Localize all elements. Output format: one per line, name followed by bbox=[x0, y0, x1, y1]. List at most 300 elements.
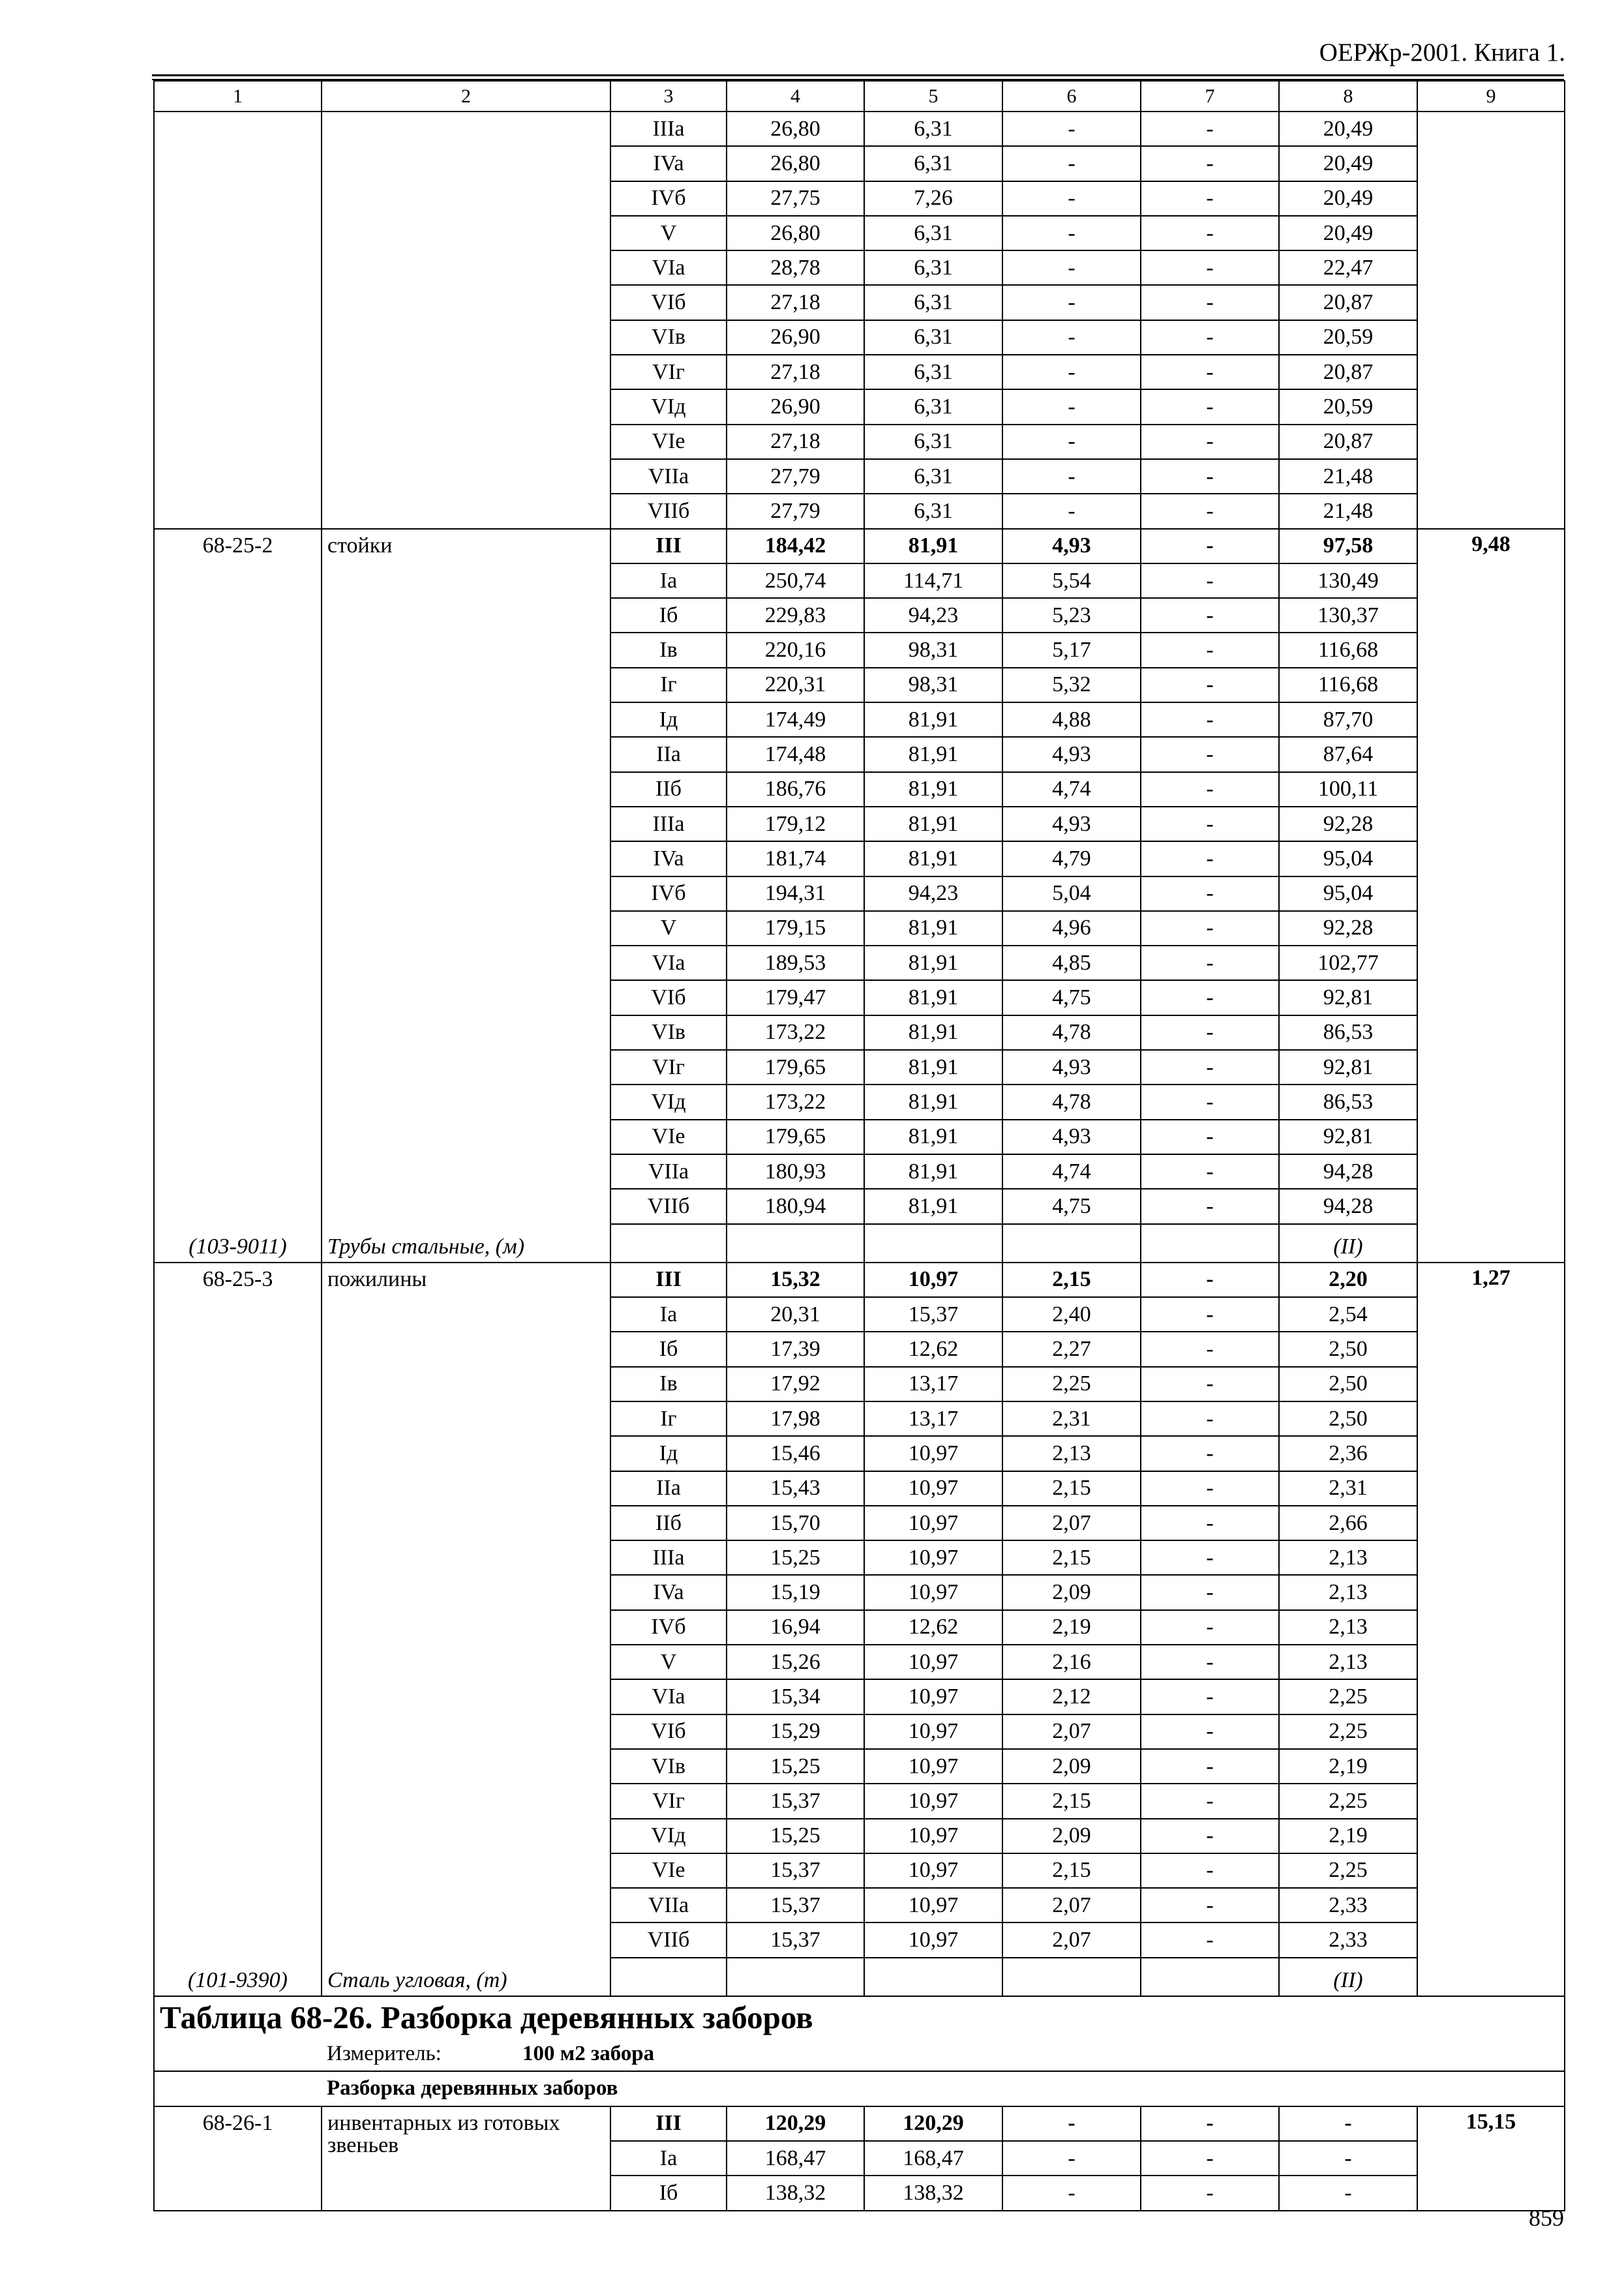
value-cell-4: 28,78 bbox=[727, 250, 864, 285]
value-cell-8: 95,04 bbox=[1279, 876, 1417, 911]
value-cell-8: - bbox=[1279, 2106, 1417, 2141]
value-cell-5: 10,97 bbox=[864, 1471, 1002, 1506]
zone-cell: VIa bbox=[610, 946, 727, 980]
value-cell-4: 26,80 bbox=[727, 216, 864, 250]
value-cell-8: 86,53 bbox=[1279, 1085, 1417, 1119]
zone-cell: Ia bbox=[610, 2141, 727, 2176]
value-cell-6: - bbox=[1002, 146, 1141, 181]
value-cell-8: - bbox=[1279, 2141, 1417, 2176]
value-cell-4: 15,26 bbox=[727, 1645, 864, 1679]
value-cell-8: 20,59 bbox=[1279, 389, 1417, 424]
value-cell-6: 2,15 bbox=[1002, 1853, 1141, 1888]
value-cell-5: 10,97 bbox=[864, 1436, 1002, 1471]
value-cell-7: - bbox=[1141, 1819, 1279, 1853]
value-cell-6: - bbox=[1002, 112, 1141, 146]
section-title: Разборка деревянных заборов bbox=[322, 2071, 1565, 2106]
value-cell-7: - bbox=[1141, 633, 1279, 667]
value-cell-4: 15,25 bbox=[727, 1819, 864, 1853]
column-number-6: 6 bbox=[1002, 81, 1141, 112]
value-cell-4: 179,12 bbox=[727, 807, 864, 841]
value-cell-5: 81,91 bbox=[864, 772, 1002, 807]
value-cell-4: 168,47 bbox=[727, 2141, 864, 2176]
value-cell-4: 173,22 bbox=[727, 1085, 864, 1119]
value-cell-8: 2,19 bbox=[1279, 1749, 1417, 1784]
value-cell-6: 2,07 bbox=[1002, 1506, 1141, 1540]
value-cell-5: 10,97 bbox=[864, 1819, 1002, 1853]
value-cell-7: - bbox=[1141, 2141, 1279, 2176]
zone-cell: Ia bbox=[610, 1297, 727, 1332]
value-cell-4: 26,90 bbox=[727, 320, 864, 355]
weight-cell: 15,15 bbox=[1417, 2106, 1565, 2211]
value-cell-4: 120,29 bbox=[727, 2106, 864, 2141]
value-cell-5: 81,91 bbox=[864, 1050, 1002, 1085]
value-cell-8: 95,04 bbox=[1279, 841, 1417, 876]
value-cell-6: 5,17 bbox=[1002, 633, 1141, 667]
value-cell-6: 2,19 bbox=[1002, 1610, 1141, 1645]
value-cell-7: - bbox=[1141, 355, 1279, 389]
value-cell-8: 87,70 bbox=[1279, 702, 1417, 737]
value-cell-4: 17,39 bbox=[727, 1332, 864, 1366]
zone-cell: Iг bbox=[610, 1401, 727, 1436]
zone-cell: VIв bbox=[610, 320, 727, 355]
measure-label: Измеритель: bbox=[327, 2042, 442, 2066]
value-cell-4: 20,31 bbox=[727, 1297, 864, 1332]
value-cell-8: 2,25 bbox=[1279, 1784, 1417, 1818]
header-rule bbox=[152, 74, 1564, 76]
zone-cell: IVa bbox=[610, 841, 727, 876]
value-cell-5: 6,31 bbox=[864, 389, 1002, 424]
value-cell-7: - bbox=[1141, 946, 1279, 980]
value-cell-5: 15,37 bbox=[864, 1297, 1002, 1332]
empty-cell bbox=[1002, 1958, 1141, 1996]
value-cell-4: 180,94 bbox=[727, 1189, 864, 1223]
value-cell-8: 21,48 bbox=[1279, 494, 1417, 528]
value-cell-5: 81,91 bbox=[864, 1189, 1002, 1223]
zone-cell: VIe bbox=[610, 425, 727, 459]
value-cell-8: 20,87 bbox=[1279, 425, 1417, 459]
value-cell-4: 15,37 bbox=[727, 1922, 864, 1957]
work-name: пожилины bbox=[322, 1263, 610, 1958]
value-cell-5: 138,32 bbox=[864, 2176, 1002, 2210]
value-cell-8: 2,13 bbox=[1279, 1610, 1417, 1645]
value-cell-4: 189,53 bbox=[727, 946, 864, 980]
value-cell-8: - bbox=[1279, 2176, 1417, 2210]
empty-cell bbox=[864, 1224, 1002, 1263]
value-cell-7: - bbox=[1141, 1367, 1279, 1401]
zone-cell: Iд bbox=[610, 1436, 727, 1471]
value-cell-8: 86,53 bbox=[1279, 1015, 1417, 1050]
column-number-4: 4 bbox=[727, 81, 864, 112]
value-cell-6: - bbox=[1002, 320, 1141, 355]
value-cell-8: 2,50 bbox=[1279, 1401, 1417, 1436]
value-cell-4: 15,32 bbox=[727, 1263, 864, 1297]
work-name: инвентарных из готовых звеньев bbox=[322, 2106, 610, 2211]
column-number-5: 5 bbox=[864, 81, 1002, 112]
zone-cell: Iб bbox=[610, 2176, 727, 2210]
value-cell-6: - bbox=[1002, 216, 1141, 250]
value-cell-7: - bbox=[1141, 1154, 1279, 1189]
value-cell-8: 92,81 bbox=[1279, 980, 1417, 1015]
zone-cell: Ia bbox=[610, 563, 727, 598]
value-cell-6: 4,85 bbox=[1002, 946, 1141, 980]
value-cell-7: - bbox=[1141, 1263, 1279, 1297]
value-cell-6: 2,15 bbox=[1002, 1471, 1141, 1506]
value-cell-7: - bbox=[1141, 1297, 1279, 1332]
value-cell-8: 92,81 bbox=[1279, 1120, 1417, 1154]
value-cell-7: - bbox=[1141, 1679, 1279, 1714]
measure-row bbox=[154, 2037, 1565, 2071]
zone-cell: VIIa bbox=[610, 1888, 727, 1922]
zone-cell: VIг bbox=[610, 355, 727, 389]
column-number-row bbox=[154, 81, 1565, 112]
zone-cell: IVб bbox=[610, 181, 727, 216]
value-cell-5: 10,97 bbox=[864, 1679, 1002, 1714]
value-cell-6: - bbox=[1002, 459, 1141, 494]
value-cell-8: 92,28 bbox=[1279, 807, 1417, 841]
empty-cell bbox=[864, 1958, 1002, 1996]
value-cell-4: 15,34 bbox=[727, 1679, 864, 1714]
value-cell-6: 2,13 bbox=[1002, 1436, 1141, 1471]
value-cell-4: 17,98 bbox=[727, 1401, 864, 1436]
value-cell-6: 2,27 bbox=[1002, 1332, 1141, 1366]
zone-cell: Iб bbox=[610, 598, 727, 633]
rates-table bbox=[153, 80, 1565, 2211]
value-cell-6: 4,88 bbox=[1002, 702, 1141, 737]
value-cell-5: 10,97 bbox=[864, 1540, 1002, 1575]
value-cell-8: 130,37 bbox=[1279, 598, 1417, 633]
value-cell-8: 2,36 bbox=[1279, 1436, 1417, 1471]
zone-cell: IIIa bbox=[610, 1540, 727, 1575]
value-cell-7: - bbox=[1141, 1853, 1279, 1888]
value-cell-7: - bbox=[1141, 1540, 1279, 1575]
zone-cell: IIa bbox=[610, 1471, 727, 1506]
value-cell-8: 92,81 bbox=[1279, 1050, 1417, 1085]
zone-cell: VIIa bbox=[610, 1154, 727, 1189]
empty-cell bbox=[1141, 1958, 1279, 1996]
resource-code: (101-9390) bbox=[154, 1958, 322, 1996]
zone-cell: IIIa bbox=[610, 807, 727, 841]
zone-cell: V bbox=[610, 1645, 727, 1679]
value-cell-8: 94,28 bbox=[1279, 1189, 1417, 1223]
value-cell-7: - bbox=[1141, 702, 1279, 737]
value-cell-5: 81,91 bbox=[864, 807, 1002, 841]
value-cell-7: - bbox=[1141, 841, 1279, 876]
value-cell-8: 2,54 bbox=[1279, 1297, 1417, 1332]
column-number-9: 9 bbox=[1417, 81, 1565, 112]
value-cell-5: 13,17 bbox=[864, 1367, 1002, 1401]
zone-cell: Iд bbox=[610, 702, 727, 737]
value-cell-5: 6,31 bbox=[864, 320, 1002, 355]
zone-cell: IIб bbox=[610, 772, 727, 807]
value-cell-6: - bbox=[1002, 250, 1141, 285]
value-cell-7: - bbox=[1141, 1888, 1279, 1922]
table-row bbox=[154, 112, 1565, 146]
value-cell-4: 26,80 bbox=[727, 112, 864, 146]
empty-cell bbox=[727, 1224, 864, 1263]
section-row bbox=[154, 2071, 1565, 2106]
value-cell-7: - bbox=[1141, 807, 1279, 841]
value-cell-8: 21,48 bbox=[1279, 459, 1417, 494]
empty-cell bbox=[610, 1224, 727, 1263]
zone-cell: IIIa bbox=[610, 112, 727, 146]
value-cell-6: 4,75 bbox=[1002, 980, 1141, 1015]
value-cell-7: - bbox=[1141, 112, 1279, 146]
value-cell-5: 10,97 bbox=[864, 1645, 1002, 1679]
work-name: стойки bbox=[322, 529, 610, 1224]
value-cell-4: 181,74 bbox=[727, 841, 864, 876]
value-cell-6: 2,25 bbox=[1002, 1367, 1141, 1401]
value-cell-7: - bbox=[1141, 1332, 1279, 1366]
value-cell-7: - bbox=[1141, 1714, 1279, 1749]
value-cell-7: - bbox=[1141, 494, 1279, 528]
value-cell-8: 116,68 bbox=[1279, 633, 1417, 667]
value-cell-6: 4,93 bbox=[1002, 737, 1141, 771]
value-cell-4: 174,48 bbox=[727, 737, 864, 771]
value-cell-8: 20,49 bbox=[1279, 146, 1417, 181]
value-cell-6: 5,23 bbox=[1002, 598, 1141, 633]
value-cell-8: 2,66 bbox=[1279, 1506, 1417, 1540]
column-number-3: 3 bbox=[610, 81, 727, 112]
value-cell-5: 13,17 bbox=[864, 1401, 1002, 1436]
value-cell-5: 114,71 bbox=[864, 563, 1002, 598]
value-cell-4: 27,18 bbox=[727, 425, 864, 459]
zone-cell: Iг bbox=[610, 668, 727, 702]
value-cell-7: - bbox=[1141, 598, 1279, 633]
value-cell-6: 4,74 bbox=[1002, 1154, 1141, 1189]
value-cell-8: 2,13 bbox=[1279, 1645, 1417, 1679]
value-cell-6: 4,79 bbox=[1002, 841, 1141, 876]
value-cell-8: 2,13 bbox=[1279, 1540, 1417, 1575]
zone-cell: IIб bbox=[610, 1506, 727, 1540]
value-cell-7: - bbox=[1141, 285, 1279, 320]
value-cell-6: 4,78 bbox=[1002, 1015, 1141, 1050]
page-number: 859 bbox=[1529, 2205, 1564, 2231]
value-cell-7: - bbox=[1141, 1015, 1279, 1050]
value-cell-5: 81,91 bbox=[864, 946, 1002, 980]
value-cell-5: 81,91 bbox=[864, 1015, 1002, 1050]
value-cell-8: 20,59 bbox=[1279, 320, 1417, 355]
empty-cell bbox=[154, 2037, 322, 2071]
value-cell-4: 184,42 bbox=[727, 529, 864, 563]
value-cell-6: 2,07 bbox=[1002, 1714, 1141, 1749]
value-cell-5: 10,97 bbox=[864, 1784, 1002, 1818]
value-cell-7: - bbox=[1141, 1749, 1279, 1784]
value-cell-8: 94,28 bbox=[1279, 1154, 1417, 1189]
value-cell-4: 15,37 bbox=[727, 1888, 864, 1922]
value-cell-7: - bbox=[1141, 1120, 1279, 1154]
value-cell-8: 20,49 bbox=[1279, 216, 1417, 250]
value-cell-4: 250,74 bbox=[727, 563, 864, 598]
value-cell-4: 15,37 bbox=[727, 1784, 864, 1818]
value-cell-5: 10,97 bbox=[864, 1575, 1002, 1609]
weight-cell-continued bbox=[1417, 112, 1565, 529]
value-cell-5: 6,31 bbox=[864, 425, 1002, 459]
value-cell-8: 2,25 bbox=[1279, 1714, 1417, 1749]
value-cell-4: 173,22 bbox=[727, 1015, 864, 1050]
value-cell-8: 2,25 bbox=[1279, 1679, 1417, 1714]
value-cell-7: - bbox=[1141, 772, 1279, 807]
zone-cell: IVa bbox=[610, 146, 727, 181]
value-cell-4: 15,37 bbox=[727, 1853, 864, 1888]
value-cell-4: 15,46 bbox=[727, 1436, 864, 1471]
zone-cell: III bbox=[610, 2106, 727, 2141]
document-header: ОЕРЖр-2001. Книга 1. bbox=[1319, 38, 1565, 67]
value-cell-5: 12,62 bbox=[864, 1332, 1002, 1366]
zone-cell: VIг bbox=[610, 1784, 727, 1818]
value-cell-6: 2,07 bbox=[1002, 1888, 1141, 1922]
value-cell-7: - bbox=[1141, 1645, 1279, 1679]
zone-cell: VIa bbox=[610, 1679, 727, 1714]
zone-cell: VIд bbox=[610, 1085, 727, 1119]
value-cell-6: 2,40 bbox=[1002, 1297, 1141, 1332]
value-cell-4: 180,93 bbox=[727, 1154, 864, 1189]
value-cell-5: 6,31 bbox=[864, 216, 1002, 250]
value-cell-4: 27,18 bbox=[727, 355, 864, 389]
value-cell-8: 2,50 bbox=[1279, 1367, 1417, 1401]
zone-cell: VIa bbox=[610, 250, 727, 285]
value-cell-7: - bbox=[1141, 1922, 1279, 1957]
value-cell-4: 179,47 bbox=[727, 980, 864, 1015]
value-cell-6: 2,09 bbox=[1002, 1819, 1141, 1853]
value-cell-8: 2,33 bbox=[1279, 1922, 1417, 1957]
value-cell-5: 98,31 bbox=[864, 633, 1002, 667]
value-cell-8: 2,13 bbox=[1279, 1575, 1417, 1609]
value-cell-8: 20,87 bbox=[1279, 285, 1417, 320]
zone-cell: VIIa bbox=[610, 459, 727, 494]
resource-name: Трубы стальные, (м) bbox=[322, 1224, 610, 1263]
value-cell-5: 81,91 bbox=[864, 737, 1002, 771]
value-cell-8: 2,50 bbox=[1279, 1332, 1417, 1366]
value-cell-5: 81,91 bbox=[864, 702, 1002, 737]
value-cell-6: - bbox=[1002, 2141, 1141, 2176]
value-cell-7: - bbox=[1141, 2106, 1279, 2141]
value-cell-6: 2,16 bbox=[1002, 1645, 1141, 1679]
value-cell-4: 27,79 bbox=[727, 494, 864, 528]
value-cell-7: - bbox=[1141, 1784, 1279, 1818]
value-cell-6: 4,75 bbox=[1002, 1189, 1141, 1223]
value-cell-4: 220,16 bbox=[727, 633, 864, 667]
value-cell-7: - bbox=[1141, 425, 1279, 459]
resource-row bbox=[154, 1224, 1565, 1263]
value-cell-4: 27,18 bbox=[727, 285, 864, 320]
value-cell-4: 179,65 bbox=[727, 1050, 864, 1085]
value-cell-5: 120,29 bbox=[864, 2106, 1002, 2141]
value-cell-6: 2,09 bbox=[1002, 1749, 1141, 1784]
value-cell-8: 2,33 bbox=[1279, 1888, 1417, 1922]
value-cell-4: 27,79 bbox=[727, 459, 864, 494]
value-cell-4: 15,25 bbox=[727, 1749, 864, 1784]
value-cell-6: 2,09 bbox=[1002, 1575, 1141, 1609]
zone-cell: VIб bbox=[610, 1714, 727, 1749]
value-cell-4: 220,31 bbox=[727, 668, 864, 702]
value-cell-4: 179,65 bbox=[727, 1120, 864, 1154]
value-cell-4: 15,70 bbox=[727, 1506, 864, 1540]
value-cell-6: 2,15 bbox=[1002, 1263, 1141, 1297]
value-cell-4: 26,80 bbox=[727, 146, 864, 181]
value-cell-5: 6,31 bbox=[864, 285, 1002, 320]
value-cell-7: - bbox=[1141, 389, 1279, 424]
value-cell-5: 94,23 bbox=[864, 876, 1002, 911]
value-cell-6: - bbox=[1002, 285, 1141, 320]
empty-cell bbox=[1141, 1224, 1279, 1263]
value-cell-7: - bbox=[1141, 1085, 1279, 1119]
empty-cell bbox=[154, 2071, 322, 2106]
value-cell-7: - bbox=[1141, 1610, 1279, 1645]
value-cell-5: 81,91 bbox=[864, 980, 1002, 1015]
value-cell-4: 186,76 bbox=[727, 772, 864, 807]
value-cell-4: 138,32 bbox=[727, 2176, 864, 2210]
value-cell-7: - bbox=[1141, 911, 1279, 946]
column-number-7: 7 bbox=[1141, 81, 1279, 112]
value-cell-7: - bbox=[1141, 563, 1279, 598]
value-cell-6: 4,74 bbox=[1002, 772, 1141, 807]
zone-cell: Iб bbox=[610, 1332, 727, 1366]
value-cell-4: 15,43 bbox=[727, 1471, 864, 1506]
zone-cell: V bbox=[610, 216, 727, 250]
value-cell-6: 4,78 bbox=[1002, 1085, 1141, 1119]
value-cell-6: 2,31 bbox=[1002, 1401, 1141, 1436]
value-cell-7: - bbox=[1141, 1506, 1279, 1540]
value-cell-7: - bbox=[1141, 980, 1279, 1015]
value-cell-5: 6,31 bbox=[864, 146, 1002, 181]
value-cell-8: 2,31 bbox=[1279, 1471, 1417, 1506]
value-cell-7: - bbox=[1141, 181, 1279, 216]
value-cell-6: - bbox=[1002, 2106, 1141, 2141]
value-cell-5: 98,31 bbox=[864, 668, 1002, 702]
value-cell-4: 179,15 bbox=[727, 911, 864, 946]
value-cell-6: 5,32 bbox=[1002, 668, 1141, 702]
value-cell-7: - bbox=[1141, 529, 1279, 563]
value-cell-4: 26,90 bbox=[727, 389, 864, 424]
measure-cell bbox=[322, 2037, 1565, 2071]
value-cell-5: 6,31 bbox=[864, 250, 1002, 285]
value-cell-6: 2,12 bbox=[1002, 1679, 1141, 1714]
value-cell-8: 116,68 bbox=[1279, 668, 1417, 702]
value-cell-5: 10,97 bbox=[864, 1922, 1002, 1957]
table-title-row bbox=[154, 1996, 1565, 2037]
value-cell-7: - bbox=[1141, 146, 1279, 181]
zone-cell: Iв bbox=[610, 633, 727, 667]
zone-cell: VIe bbox=[610, 1120, 727, 1154]
value-cell-7: - bbox=[1141, 1050, 1279, 1085]
value-cell-5: 10,97 bbox=[864, 1263, 1002, 1297]
zone-cell: VIб bbox=[610, 980, 727, 1015]
zone-cell: IIa bbox=[610, 737, 727, 771]
value-cell-4: 17,92 bbox=[727, 1367, 864, 1401]
table-title: Таблица 68-26. Разборка деревянных заборов bbox=[154, 1996, 1565, 2037]
resource-row bbox=[154, 1958, 1565, 1996]
value-cell-7: - bbox=[1141, 1436, 1279, 1471]
value-cell-8: 87,64 bbox=[1279, 737, 1417, 771]
zone-cell: V bbox=[610, 911, 727, 946]
value-cell-5: 6,31 bbox=[864, 355, 1002, 389]
zone-cell: VIв bbox=[610, 1015, 727, 1050]
column-number-2: 2 bbox=[322, 81, 610, 112]
resource-note: (II) bbox=[1279, 1224, 1417, 1263]
value-cell-7: - bbox=[1141, 459, 1279, 494]
value-cell-7: - bbox=[1141, 1471, 1279, 1506]
rate-code: 68-26-1 bbox=[154, 2106, 322, 2211]
zone-cell: VIд bbox=[610, 1819, 727, 1853]
column-number-8: 8 bbox=[1279, 81, 1417, 112]
table-row bbox=[154, 2106, 1565, 2141]
value-cell-6: 4,93 bbox=[1002, 807, 1141, 841]
value-cell-6: - bbox=[1002, 389, 1141, 424]
value-cell-6: - bbox=[1002, 2176, 1141, 2210]
value-cell-7: - bbox=[1141, 2176, 1279, 2210]
value-cell-5: 10,97 bbox=[864, 1506, 1002, 1540]
value-cell-4: 15,19 bbox=[727, 1575, 864, 1609]
